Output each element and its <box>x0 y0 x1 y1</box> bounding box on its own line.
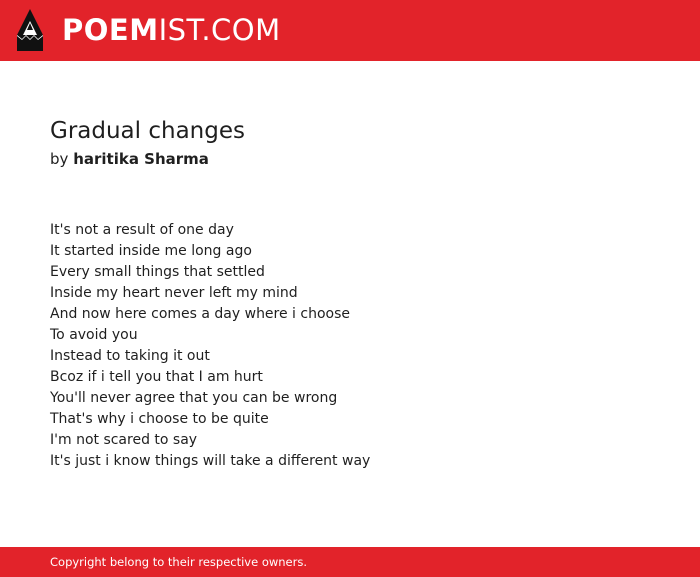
poem-line: That's why i choose to be quite <box>50 411 269 427</box>
poem-line: Inside my heart never left my mind <box>50 285 298 301</box>
poem-line: It's just i know things will take a different way <box>50 453 371 469</box>
poem-author: haritika Sharma <box>73 150 209 168</box>
copyright-text: Copyright belong to their respective owners. <box>50 555 308 569</box>
logo-text-light: IST.COM <box>158 13 281 47</box>
poem-line: You'll never agree that you can be wrong <box>50 390 338 406</box>
poem-line: Instead to taking it out <box>50 348 210 364</box>
poem-title: Gradual changes <box>50 118 245 144</box>
poem-byline <box>50 148 650 170</box>
site-header <box>0 0 700 61</box>
site-logo[interactable] <box>62 10 281 50</box>
poem-line: It's not a result of one day <box>50 222 234 238</box>
poem-line: I'm not scared to say <box>50 432 198 448</box>
poem-line: Every small things that settled <box>50 264 265 280</box>
poem-body <box>50 220 650 472</box>
by-label: by <box>50 150 69 168</box>
poem-line: To avoid you <box>50 327 138 343</box>
pencil-icon[interactable] <box>17 9 43 51</box>
logo-text-bold: POEM <box>62 13 159 47</box>
site-footer <box>0 547 700 577</box>
poem-line: And now here comes a day where i choose <box>50 306 351 322</box>
poem-line: Bcoz if i tell you that I am hurt <box>50 369 263 385</box>
poem-content <box>50 116 650 472</box>
poem-line: It started inside me long ago <box>50 243 252 259</box>
